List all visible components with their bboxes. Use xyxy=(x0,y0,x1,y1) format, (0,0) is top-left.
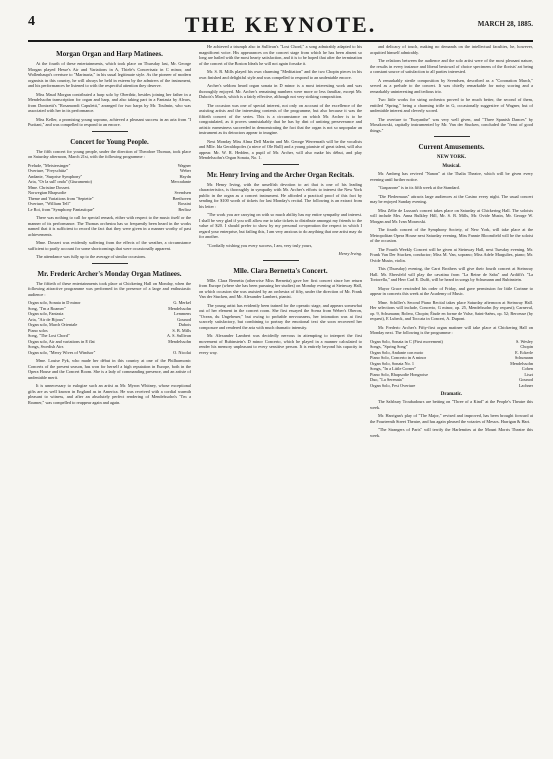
divider xyxy=(434,136,470,137)
programme-composer: Weber xyxy=(179,168,191,173)
paragraph: The fourth concert of the Symphony Society, of New York, will take place at the Metropolitan Opera House next Saturday evening. Miss Fannie Bloomfield will be the soloist of the occasion. xyxy=(370,227,533,243)
paragraph: Mr. Alexander Lambert was decidedly nervous in attempting to interpret the first movement of Rubinstein's D minor Concerto, which he played in a manner calculated to render his memory unpleasant to every sensitive person. It is entirely beyond his capacity in every way. xyxy=(199,333,362,355)
article-title: Concert for Young People. xyxy=(70,137,149,146)
article-title: Mlle. Clara Bernetta's Concert. xyxy=(233,266,328,275)
programme-composer: Chopin xyxy=(520,344,533,349)
article-columns xyxy=(28,44,533,751)
divider xyxy=(92,131,128,132)
paragraph: Mr. Amberg has revived "Nanon" at the Thalia Theatre, which will be given every evening until further notice. xyxy=(370,171,533,182)
programme-piece: Piano Solo, Concerto in A minor xyxy=(370,355,427,360)
programme-composer: Rossini xyxy=(178,201,191,206)
paragraph: The fiftieth of these entertainments took place at Chickering Hall on Monday, when the following attractive programme was performed in the presence of a large and enthusiastic audience : xyxy=(28,280,191,297)
paragraph: The Salsbury Troubadours are betting on "Three of a Kind" at the People's Theatre this week. xyxy=(370,399,533,410)
programme-piece: Le Roi, from "Symphony Fantastique" xyxy=(28,206,95,212)
programme-piece: Piano solos xyxy=(28,327,48,333)
programme-composer: A. S. Sullivan xyxy=(166,333,191,338)
programme-item xyxy=(370,383,533,389)
programme-piece: Mme. Christine Dossert. xyxy=(28,184,71,190)
programme-composer: E. Eckerle xyxy=(515,349,533,355)
programme-composer: Lemmens xyxy=(174,311,191,316)
programme-piece: Song, "I'm a Roamer" xyxy=(28,305,66,311)
programme-piece: Andante, "Surprise Symphony" xyxy=(28,173,83,179)
paragraph: "The work you are carrying on with so much ability has my entire sympathy and interest. I shall be very glad if you will allow me to take tickets to distribute amongst my friends to the value of $20. I should prefer to show by my personal co-operation the respect in which I regard your enterprise, but failing this, I am very anxious to do anything that one artist may do for another. xyxy=(199,212,362,239)
programme-piece: Organ solo, Sonata in D minor xyxy=(28,300,81,305)
issue-date: MARCH 28, 1885. xyxy=(477,20,533,28)
programme-piece: Norwegian Rhapsodie xyxy=(28,190,67,195)
programme-composer: Gounod xyxy=(177,316,191,322)
paragraph: Miss Maud Morgan contributed a harp solo by Oberthür, besides joining her father in a Mendelssohn transcription for organ and harp, and also taking part in a Fantasia by Alvars, from Donizetti's "Rosamondi Capuletti," arranged for two harps by Mr. Toulmin, who was associated with her in its performance. xyxy=(28,91,191,113)
paragraph: Mayor Grace rescinded his order of Friday, and gave permission for little Corinne to appear in concerts this week at the Academy of Music. xyxy=(370,285,533,296)
paragraph: He achieved a triumph also in Sullivan's "Lost Chord," a song admirably adapted to his magnificent voice. His appearances on the concert stage from which he has been absent so long are hailed with the most hearty satisfaction, and it is to be hoped that after the termination of the concert of the Boston Ideals he will not again forsake it. xyxy=(199,44,362,66)
article-title: Current Amusements. xyxy=(418,143,485,151)
programme-piece: Organ solo, "Merry Wives of Windsor" xyxy=(28,349,96,355)
programme-composer: Mercadante xyxy=(170,179,191,184)
programme-composer: O. Nicolai xyxy=(173,349,191,355)
programme-piece: Theme and Variations from "Septette" xyxy=(28,195,94,201)
paragraph: Mlle. Clara Bernetta (otherwise Miss Bernetta) gave her first concert since her return from Europe (where she has been pursuing her studies) on Monday evening at Steinway Hall, on which occasion she was assisted by an orchestra of fifty, under the direction of Mr. Frank Van der Stucken, and Mr. Alexander Lambert, pianist. xyxy=(199,277,362,299)
programme-piece: Organ Solo, Andante con moto xyxy=(370,349,424,355)
programme-item xyxy=(28,350,191,356)
programme-composer: Svendsen xyxy=(174,190,191,195)
programme-piece: Organ Solo, Sonata No. 1 xyxy=(370,360,415,366)
programme-piece: Organ solo, Air and variations in E flat xyxy=(28,338,95,344)
paragraph: Mr. Henry Irving, with the unselfish devotion to art that is one of his leading characteristics, is thoroughly in sympathy with Mr. Archer's efforts to interest the New York public in the organ as a concert instrument. He afforded a practical proof of this fact by sending for $100 worth of tickets for last Monday's recital. The following is an extract from his letter : xyxy=(199,181,362,209)
paragraph: The overture to "Euryanthe" was very well given, and "Three Spanish Dances" by Moszkowski, capitally instrumented by Mr. Van der Stucken, concluded the "feast of good things." xyxy=(370,116,533,133)
programme-list xyxy=(28,300,191,355)
paragraph: This (Thursday) evening, the Carri Brothers will give their fourth concert at Steinway Hall. Mr. Ebersfeld will play the cavatina from "La Reine de Saba" and Ardiffi's "La Tortorella," and Herr Carl E. Dufft, will be heard in songs by Schumann and Rubinstein. xyxy=(370,266,533,282)
paragraph: The Fourth Weekly Concert will be given at Steinway Hall, next Tuesday evening. Mr. Frank Van Der Stucken, conductor; Miss M. Van, soprano; Miss Adele Margulies, piano; Mr. Ovide Musin, violin. xyxy=(370,246,533,263)
paragraph: Mr. S. B. Mills played his own charming "Meditation" and the two Chopin pieces in his own finished and delightful style and was compelled to respond to an undeniable encore. xyxy=(199,69,362,80)
signature: Henry Irving. xyxy=(338,251,362,256)
programme-piece: Songs, Swedish Airs xyxy=(28,344,64,349)
paragraph: Mr. Frederic Archer's Fifty-first organ matinee will take place at Chickering Hall on Monday next. The following is the programme : xyxy=(370,324,533,335)
paragraph: "Cordially wishing you every success, I am, very truly yours, xyxy=(207,242,313,248)
programme-piece: Prelude, "Meistersinger" xyxy=(28,162,71,168)
programme-piece: Overture, "Freyschütz" xyxy=(28,168,68,173)
programme-composer: Beethoven xyxy=(172,195,191,201)
paragraph: "Gasparone" is in its fifth week at the Standard. xyxy=(378,185,460,190)
page-number: 4 xyxy=(28,14,35,29)
section-heading: Musical. xyxy=(442,164,461,169)
programme-list xyxy=(28,163,191,213)
programme-composer: Lachner xyxy=(518,382,533,388)
page-header xyxy=(28,12,533,40)
programme-piece: Overture, "William Tell" xyxy=(28,201,71,206)
programme-composer: Haydn xyxy=(179,173,191,179)
article-title: Mr. Henry Irving and the Archer Organ Recitals. xyxy=(206,170,355,179)
paragraph: The young artist has evidently been trained for the operatic stage, and appears somewhat out of her element in the concert room. She first essayed the Scena from Weber's Oberon, "Ocean, du Ungeheuer," but owing to probable nervousness, her intonation was at first scarcely satisfactory, but combining to portray the emotional text she soon recovered her composure and rendered the aria with much dramatic intensity. xyxy=(199,302,362,330)
programme-list xyxy=(370,339,533,389)
programme-piece: Song, "The Lost Chord" xyxy=(28,333,70,338)
programme-composer: S. B. Mills xyxy=(172,327,191,333)
programme-piece: Organ Solo, Sonata in C (First movement) xyxy=(370,338,443,344)
programme-piece: Organ Solo, Fest Overture xyxy=(370,382,416,388)
paragraph: Miss Keller, a promising young soprano, achieved a pleasant success in an aria from "I Puritani," and was compelled to respond to an encore. xyxy=(28,116,191,127)
divider xyxy=(92,263,128,264)
programme-piece: Piano Solo, Rhapsodie Hongroise xyxy=(370,371,429,377)
paragraph: The occasion was one of special interest, not only on account of the excellence of the assisting artists and the interesting contents of the programme, but also because it was the fiftieth concert of the series. This is a circumstance on which Mr. Archer is to be congratulated, as it proves unmistakably that he has by dint of untiring perseverance and artistic earnestness succeeded in demonstrating the fact that the organ is not so unpopular an instrument as its detractors appear to imagine. xyxy=(199,102,362,135)
paragraph: Mme. Dossert was evidently suffering from the effects of the weather, a circumstance sufficient to partly account for some shortcomings that were occasionally apparent. xyxy=(28,240,191,251)
programme-piece: Organ solo, Fantasia xyxy=(28,311,64,316)
paragraph: The fifth concert for young people, under the direction of Theodore Thomas, took place on Saturday afternoon, March 21st, with the following programme : xyxy=(28,148,191,159)
paragraph: Archer's seldom heard organ sonata in D minor is a most interesting work and was thoroughly enjoyed. Mr. Archer's remaining numbers were more or less familiar, except Mr. Dubois's March, which is a fairly effective, although not very striking composition. xyxy=(199,83,362,99)
programme-composer: G. Merkel xyxy=(173,300,191,305)
programme-composer: Mendelssohn xyxy=(510,360,533,366)
paragraph: The relations between the audience and the solo artist were of the most pleasant nature, the results in every instance and liberal bestowal of choice specimens of the florists' art being a constant source of satisfaction to all parties interested. xyxy=(370,58,533,74)
programme-composer: Dubois xyxy=(178,322,191,327)
section-heading: Dramatic. xyxy=(440,392,463,397)
programme-piece: Songs, "Spring Song" xyxy=(370,344,408,349)
paragraph: A remarkably sterile composition by Svendsen, described as a "Coronation March," served as a prelude to the concert. It was chiefly remarkable for noisy scoring and a remarkably uninteresting and tedious trio. xyxy=(370,77,533,94)
programme-piece: Duo, "La Serenata" xyxy=(370,377,404,382)
paragraph: Mr. Harrigan's play of "The Major," revised and improved, has been brought forward at the Fourteenth Street Theatre, and has again pleased the votaries of Messrs. Harrigan & Hart. xyxy=(370,413,533,424)
column-2 xyxy=(199,44,362,751)
paragraph: There was nothing to call for special remark, either with respect to the music itself or the manner of its performance. The Thomas orchestra has so frequently been heard in the works named that it is sufficient to record the fact that they were given in a manner worthy of past achievements. xyxy=(28,215,191,237)
article-title: Morgan Organ and Harp Matinees. xyxy=(56,50,163,58)
column-3 xyxy=(370,44,533,751)
paragraph: Two little works for string orchestra proved to be much better, the second of them, entitled "Spring," being a charming trifle in G, occasionally suggestive of Wagner, but of undeniable interest and cleverly scored. xyxy=(370,97,533,113)
paragraph: Miss Zélie de Lussan's concert takes place on Saturday at Chickering Hall. The soloists will include Mrs. Anna Bulkley Hill, Mr. S. B. Mills, Mr. Ovide Musin, Mr. George W. Morgan and Mr. Ivan Morawski. xyxy=(370,207,533,224)
programme-composer: Schumann xyxy=(514,355,533,360)
programme-composer: S. Wesley xyxy=(515,338,533,344)
paragraph: "Die Fledermaus" attracts large audiences at the Casino every night. The usual concert may be enjoyed Sunday evening. xyxy=(370,193,533,204)
column-1 xyxy=(28,44,191,751)
header-rule xyxy=(28,40,533,42)
programme-composer: Mendelssohn xyxy=(168,305,191,311)
paragraph: "The Strangers of Paris" will terrify the Harlemites at the Mount Morris Theatre this week. xyxy=(370,427,533,438)
paragraph: It is unnecessary to eulogize such an artist as Mr. Myron Whitney, whose exceptional gifts are as well known in England as in America. He was received with a cordial warmth pleasant to witness, and after an absolutely perfect rendering of Mendelssohn's "I'm a Roamer," was compelled to reappear again and again. xyxy=(28,383,191,405)
programme-composer: Mendelssohn xyxy=(168,338,191,344)
paragraph: Next Monday Miss Alma Dell Martin and Mr. George Werrenrath will be the vocalists and Mlle. Ida Geraldopoles (a niece of Ole Bull) and a young pianiste of great talent, will also appear. Mr. W. R. Hedden, a pupil of Mr. Archer, will also make his début, and play Mendelssohn's Organ Sonata, No. 1. xyxy=(199,138,362,160)
paragraph: Mme. Schiller's Second Piano Recital takes place Saturday afternoon at Steinway Hall. Her selections will include, Concerto, G minor, op. 25, Mendelssohn (by request); Carneval, op. 9, Schumann; Bolero, Chopin; Étude en forme de Valse, Saint-Saëns, op. 52; Berceuse (by request), E Lubeck, and Toccata in Concert, A. Dupont. xyxy=(370,299,533,321)
divider xyxy=(263,164,299,165)
masthead-title: THE KEYNOTE. xyxy=(184,12,377,37)
programme-piece: Organ solo, March Orientale xyxy=(28,322,78,327)
programme-composer: Berlioz xyxy=(178,206,191,212)
divider xyxy=(263,260,299,261)
programme-item xyxy=(28,207,191,213)
paragraph: At the fourth of these entertainments, which took place on Thursday last, Mr. George Morgan played Hesse's Air and Variations in A, Thiele's Concertsatz in C minor, and Wollenhaupt's overture to "Marinaria," in his usual legitimate style. As the pioneer of modern organists in this country, he will always be held in esteem by the admirers of the instrument, and his performances be listened to with the respectful attention they deserve. xyxy=(28,61,191,88)
programme-composer: Cohen xyxy=(521,366,533,371)
paragraph: The attendance was fully up to the average of similar occasions. xyxy=(36,254,147,259)
section-heading: NEW YORK. xyxy=(436,155,467,160)
paragraph: and delicacy of touch, making no demands on the intellectual faculties, he, however, acquitted himself admirably. xyxy=(370,44,533,55)
programme-composer: Wagner xyxy=(177,162,191,168)
programme-piece: Aria, "Air de Bijoux" xyxy=(28,316,65,322)
programme-piece: Songs, "In a Little Corner" xyxy=(370,366,417,371)
programme-composer: Liszt xyxy=(524,371,533,377)
programme-composer: Gounod xyxy=(519,377,533,382)
article-title: Mr. Frederic Archer's Monday Organ Matinees. xyxy=(37,269,182,278)
programme-piece: Aria, "Or la sull' onda" (Giuramento) xyxy=(28,179,92,184)
paragraph: Mme. Louise Pyk, who made her début in this country at one of the Philharmonic Concerts of the present season, has won for herself a high reputation in Europe, both in the Opera House and the Concert Room. She is a lady of commanding presence, and an artiste of undeniable merit. xyxy=(28,358,191,380)
